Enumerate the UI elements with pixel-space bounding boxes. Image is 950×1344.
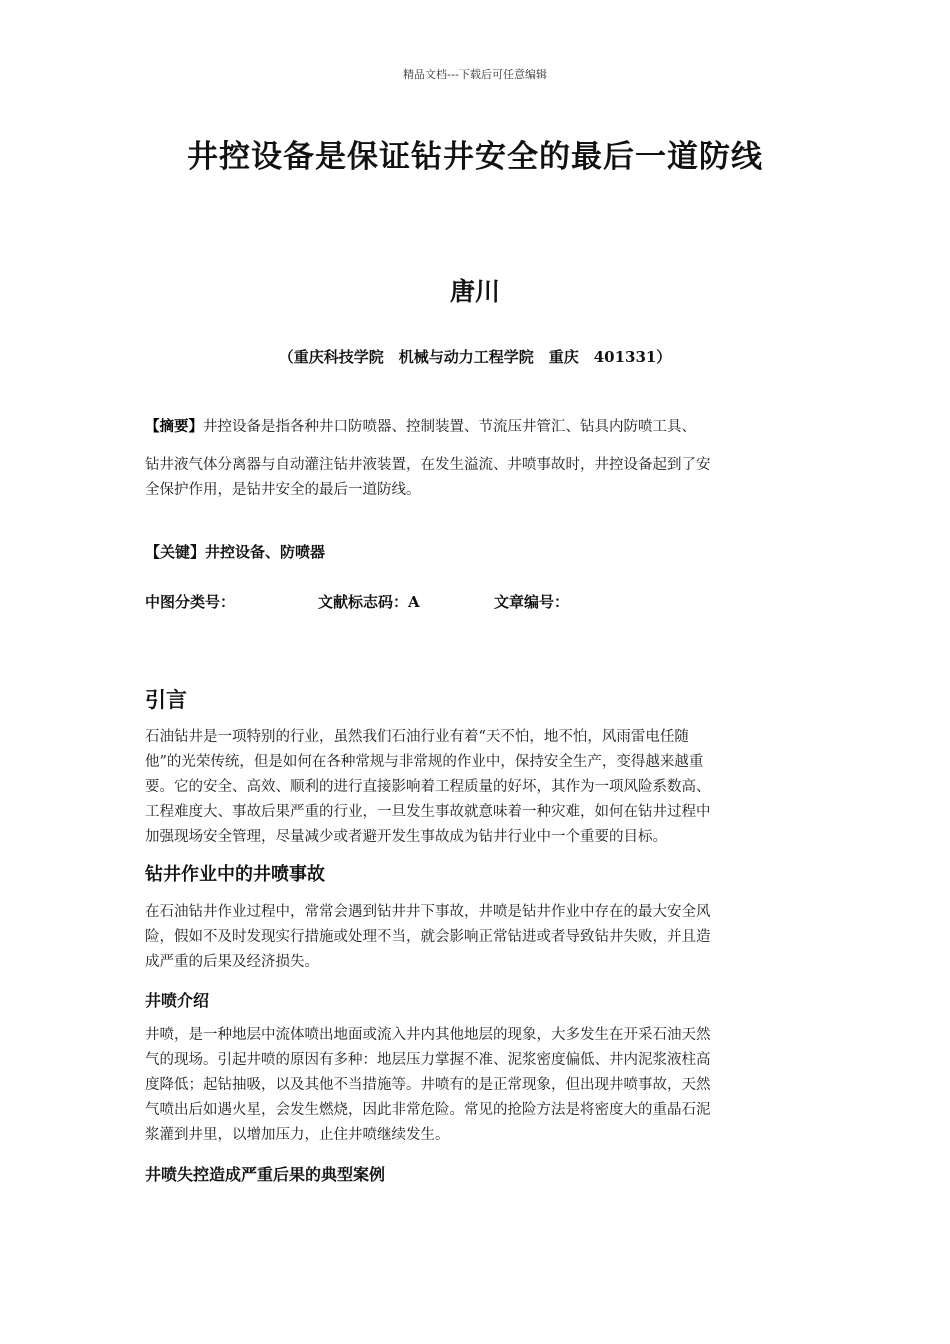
abstract-label: 【摘要】	[145, 418, 203, 435]
page-header-note: 精品文档---下载后可任意编辑	[403, 68, 547, 81]
blowout-line: 在石油钻井作业过程中，常常会遇到钻井井下事故，井喷是钻井作业中存在的最大安全风	[145, 904, 711, 920]
subsection-heading-cases: 井喷失控造成严重后果的典型案例	[145, 1165, 386, 1184]
abstract-text-line-3: 全保护作用，是钻井安全的最后一道防线。	[145, 482, 421, 498]
blowout-paragraph	[145, 900, 805, 975]
section-heading-intro: 引言	[145, 687, 187, 712]
intro-paragraph	[145, 725, 805, 850]
author-affiliation: （重庆科技学院 机械与动力工程学院 重庆 401331）	[278, 348, 672, 366]
blowout-intro-line: 井喷，是一种地层中流体喷出地面或流入井内其他地层的现象，大多发生在开采石油天然	[145, 1027, 711, 1043]
abstract-first-line	[145, 415, 696, 436]
subsection-heading-blowout-intro: 井喷介绍	[145, 991, 210, 1010]
blowout-line: 险，假如不及时发现实行措施或处理不当，就会影响正常钻进或者导致钻井失败，并且造	[145, 929, 711, 945]
abstract-text-line-1: 井控设备是指各种井口防喷器、控制装置、节流压井管汇、钻具内防喷工具、	[203, 419, 696, 435]
abstract-text-line-2: 钻井液气体分离器与自动灌注钻井液装置，在发生溢流、井喷事故时，井控设备起到了安	[145, 457, 711, 473]
blowout-line: 成严重的后果及经济损失。	[145, 954, 319, 970]
blowout-intro-line: 度降低；起钻抽吸，以及其他不当措施等。井喷有的是正常现象，但出现井喷事故，天然	[145, 1077, 711, 1093]
blowout-intro-line: 气的现场。引起井喷的原因有多种：地层压力掌握不准、泥浆密度偏低、井内泥浆液柱高	[145, 1052, 711, 1068]
article-number-label: 文章编号：	[494, 593, 570, 611]
document-code-label: 文献标志码：A	[318, 593, 420, 611]
blowout-intro-paragraph	[145, 1023, 805, 1148]
document-title: 井控设备是保证钻井安全的最后一道防线	[187, 139, 763, 175]
intro-line: 石油钻井是一项特别的行业，虽然我们石油行业有着“天不怕，地不怕，风雨雷电任随	[145, 729, 689, 745]
intro-line: 工程难度大、事故后果严重的行业，一旦发生事故就意味着一种灾难，如何在钻井过程中	[145, 804, 711, 820]
keywords: 【关键】井控设备、防喷器	[145, 543, 326, 561]
blowout-intro-line: 浆灌到井里，以增加压力，止住井喷继续发生。	[145, 1127, 450, 1143]
section-heading-blowout: 钻井作业中的井喷事故	[145, 864, 325, 885]
intro-line: 加强现场安全管理，尽量减少或者避开发生事故成为钻井行业中一个重要的目标。	[145, 829, 667, 845]
author-name: 唐川	[449, 277, 500, 306]
intro-line: 要。它的安全、高效、顺利的进行直接影响着工程质量的好坏，其作为一项风险系数高、	[145, 779, 711, 795]
intro-line: 他”的光荣传统，但是如何在各种常规与非常规的作业中，保持安全生产，变得越来越重	[145, 754, 704, 770]
blowout-intro-line: 气喷出后如遇火星，会发生燃烧，因此非常危险。常见的抢险方法是将密度大的重晶石泥	[145, 1102, 711, 1118]
clc-number-label: 中图分类号：	[145, 593, 236, 611]
